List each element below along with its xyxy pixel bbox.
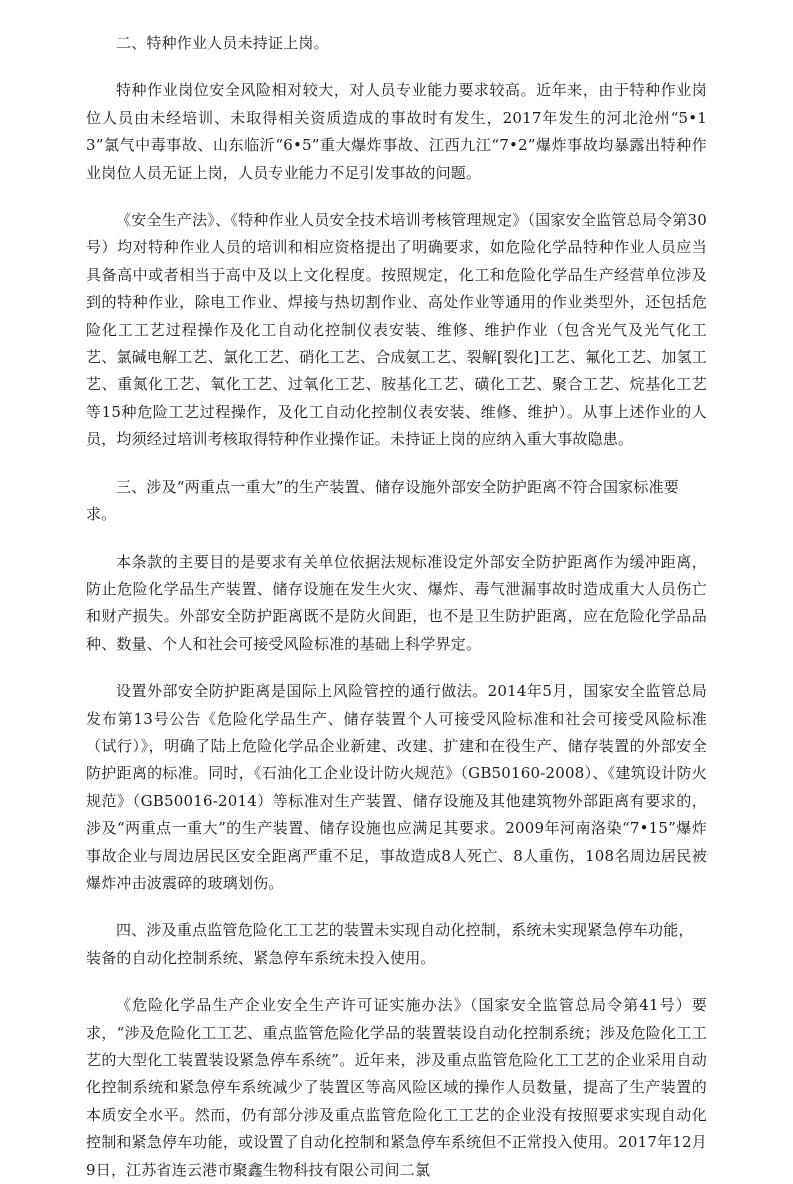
paragraph-protection-distance-standards: 设置外部安全防护距离是国际上风险管控的通行做法。2014年5月，国家安全监管总局发布第13号公告《危险化学品生产、储存装置个人可接受风险标准和社会可接受风险标准（试行）》，明确了陆上危险化学品企业新建、改建、扩建和在役生产、储存装置的外部安全防护距离的标准。同时，《石油化工企业设计防火规范》（GB50160-2008）、《建筑设计防火规范》（GB50016-2014）等标准对生产装置、储存设施及其他建筑物外部距离有要求的，涉及“两重点一重大”的生产装置、储存设施也应满足其要求。2009年河南洛染“7•15”爆炸事故企业与周边居民区安全距离严重不足，事故造成8人死亡、8人重伤，108名周边居民被爆炸冲击波震碎的玻璃划伤。 <box>86 682 707 892</box>
paragraph-protection-distance-purpose: 本条款的主要目的是要求有关单位依据法规标准设定外部安全防护距离作为缓冲距离，防止危险化学品生产装置、储存设施在发生火灾、爆炸、毒气泄漏事故时造成重大人员伤亡和财产损失。外部安全防护距离既不是防火间距，也不是卫生防护距离，应在危险化学品品种、数量、个人和社会可接受风险标准的基础上科学界定。 <box>86 552 707 653</box>
paragraph-special-operations-regulations: 《安全生产法》、《特种作业人员安全技术培训考核管理规定》（国家安全监管总局令第30号）均对特种作业人员的培训和相应资格提出了明确要求，如危险化学品特种作业人员应当具备高中或者相当于高中及以上文化程度。按照规定，化工和危险化学品生产经营单位涉及到的特种作业，除电工作业、焊接与热切割作业、高处作业等通用的作业类型外，还包括危险化工工艺过程操作及化工自动化控制仪表安装、维修、维护作业（包含光气及光气化工艺、氯碱电解工艺、氯化工艺、硝化工艺、合成氨工艺、裂解[裂化]工艺、氟化工艺、加氢工艺、重氮化工艺、氧化工艺、过氧化工艺、胺基化工艺、磺化工艺、聚合工艺、烷基化工艺等15种危险工艺过程操作，及化工自动化控制仪表安装、维修、维护）。从事上述作业的人员，均须经过培训考核取得特种作业操作证。未持证上岗的应纳入重大事故隐患。 <box>86 211 707 449</box>
section-heading-2: 二、特种作业人员未持证上岗。 <box>116 34 329 52</box>
paragraph-special-operations-risk: 特种作业岗位安全风险相对较大，对人员专业能力要求较高。近年来，由于特种作业岗位人员由未经培训、未取得相关资质造成的事故时有发生，2017年发生的河北沧州“5•13”氯气中毒事故、山东临沂“6•5”重大爆炸事故、江西九江“7•2”爆炸事故均暴露出特种作业岗位人员无证上岗，人员专业能力不足引发事故的问题。 <box>86 81 707 182</box>
section-heading-3: 三、涉及“两重点一重大”的生产装置、储存设施外部安全防护距离不符合国家标准要求。 <box>86 477 679 524</box>
paragraph-automation-control: 《危险化学品生产企业安全生产许可证实施办法》（国家安全监管总局令第41号）要求，“涉及危险化工工艺、重点监管危险化学品的装置装设自动化控制系统；涉及危险化工工艺的大型化工装置装设紧急停车系统”。近年来，涉及重点监管危险化工工艺的企业采用自动化控制系统和紧急停车系统减少了装置区等高风险区域的操作人员数量，提高了生产装置的本质安全水平。然而，仍有部分涉及重点监管危险化工工艺的企业没有按照要求实现自动化控制和紧急停车功能，或设置了自动化控制和紧急停车系统但不正常投入使用。2017年12月9日，江苏省连云港市聚鑫生物科技有限公司间二氯 <box>86 996 707 1179</box>
section-heading-4: 四、涉及重点监管危险化工工艺的装置未实现自动化控制，系统未实现紧急停车功能，装备的自动化控制系统、紧急停车系统未投入使用。 <box>86 921 694 967</box>
